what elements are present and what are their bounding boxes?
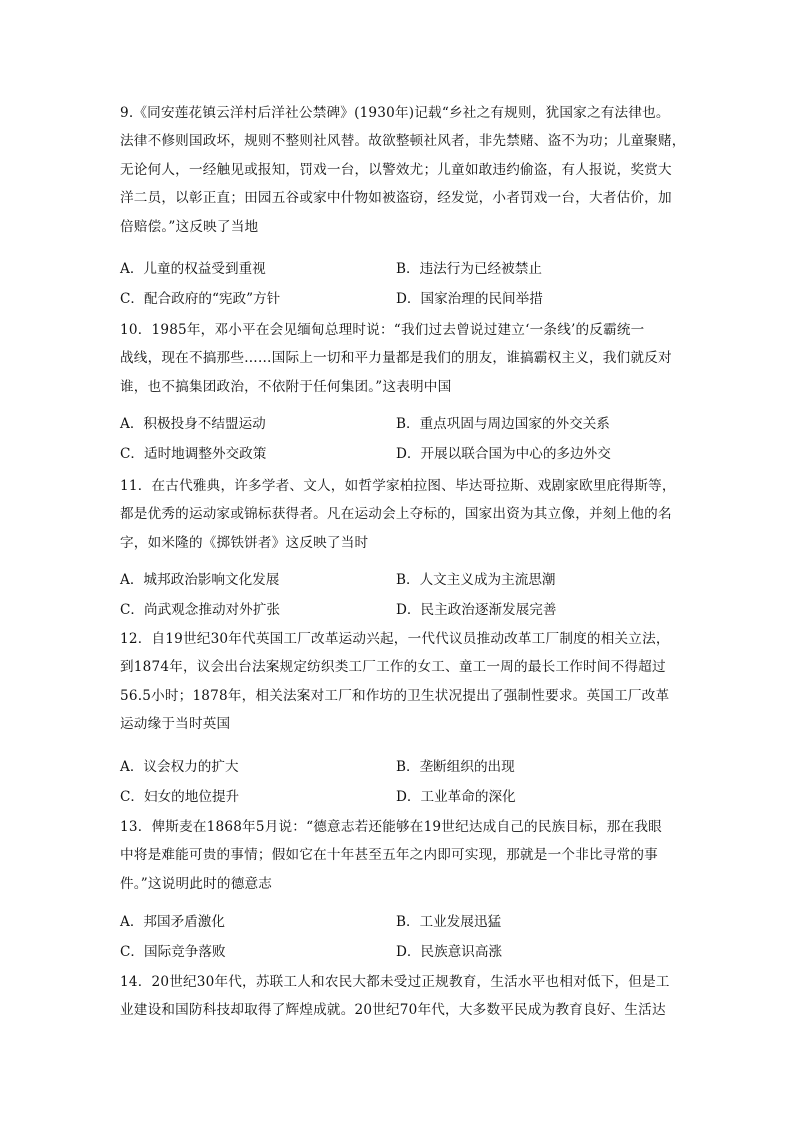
question-10-options [120,409,680,469]
option-b: B．人文主义成为主流思潮 [396,572,556,588]
option-b: B．重点巩固与周边国家的外交关系 [396,416,610,432]
question-10-line-2: 战线，现在不搞那些……国际上一切和平力量都是我们的朋友，谁搞霸权主义，我们就反对 [120,350,672,367]
option-row [120,752,680,782]
question-10-line-3: 谁，也不搞集团政治，不依附于任何集团。”这表明中国 [120,378,452,395]
question-11-line-2: 都是优秀的运动家或锦标获得者。凡在运动会上夺标的，国家出资为其立像，并刻上他的名 [120,506,672,523]
question-13-line-2: 中将是难能可贵的事情；假如它在十年甚至五年之内即可实现，那就是一个非比寻常的事 [120,847,658,864]
question-12-line-2: 到1874年，议会出台法案规定纺织类工厂工作的女工、童工一周的最长工作时间不得超过 [120,659,666,676]
option-d: D．国家治理的民间举措 [396,291,543,307]
option-c: C．尚武观念推动对外扩张 [120,602,280,618]
question-9-line-5: 倍赔偿。”这反映了当地 [120,218,259,235]
question-9 [120,99,686,241]
question-12-line-3: 56.5小时；1878年，相关法案对工厂和作坊的卫生状况提出了强制性要求。英国工厂改革 [120,687,670,704]
option-d: D．工业革命的深化 [396,789,516,805]
option-a: A．议会权力的扩大 [120,759,239,775]
question-14-line-1: 14．20世纪30年代，苏联工人和农民大都未受过正规教育，生活水平也相对低下，但是工 [120,974,670,990]
question-9-line-1: 9.《同安莲花镇云洋村后洋社公禁碑》(1930年)记载“乡社之有规则，犹国家之有法律也。 [120,105,670,121]
question-11-line-1: 11．在古代雅典，许多学者、文人，如哲学家柏拉图、毕达哥拉斯、戏剧家欧里庇得斯等， [120,478,676,494]
question-13-options [120,907,680,967]
question-12-line-4: 运动缘于当时英国 [120,716,231,733]
question-9-line-3: 无论何人，一经触见或报知，罚戏一台，以警效尤；儿童如敢违约偷盗，有人报说，奖赏大 [120,161,672,178]
question-12 [120,625,680,739]
option-d: D．民族意识高涨 [396,944,503,960]
option-c: C．妇女的地位提升 [120,789,240,805]
question-12-line-1: 12．自19世纪30年代英国工厂改革运动兴起，一代代议员推动改革工厂制度的相关立法， [120,631,670,647]
question-14-line-2: 业建设和国防科技却取得了辉煌成就。20世纪70年代，大多数平民成为教育良好、生活达 [120,1002,666,1019]
question-11 [120,472,680,557]
option-row [120,907,680,937]
option-a: A．儿童的权益受到重视 [120,261,266,277]
question-13-line-3: 件。”这说明此时的德意志 [120,875,273,892]
option-c: C．适时地调整外交政策 [120,446,267,462]
question-9-options [120,254,680,314]
question-10-line-1: 10．1985年，邓小平在会见缅甸总理时说：“我们过去曾说过建立‘一条线’的反霸统一 [120,322,645,338]
question-12-options [120,752,680,812]
option-row [120,409,680,439]
question-10 [120,316,680,401]
option-row [120,284,680,314]
question-9-line-4: 洋二员，以彰正直；田园五谷或家中什物如被盗窃，经发觉，小者罚戏一台，大者估价，加 [120,190,672,207]
question-9-line-2: 法律不修则国政坏，规则不整则社风替。故欲整顿社风者，非先禁赌、盗不为功；儿童聚赌， [120,133,686,150]
option-a: A．邦国矛盾激化 [120,914,225,930]
option-c: C．配合政府的“宪政”方针 [120,291,281,307]
question-11-line-3: 字，如米隆的《掷铁饼者》这反映了当时 [120,534,369,551]
option-a: A．积极投身不结盟运动 [120,416,266,432]
question-13 [120,813,680,898]
option-b: B．违法行为已经被禁止 [396,261,542,277]
option-c: C．国际竞争落败 [120,944,226,960]
option-row [120,439,680,469]
question-14 [120,968,680,1025]
option-b: B．垄断组织的出现 [396,759,515,775]
option-row [120,937,680,967]
question-11-options [120,565,680,625]
option-b: B．工业发展迅猛 [396,914,502,930]
option-row [120,565,680,595]
option-row [120,782,680,812]
option-a: A．城邦政治影响文化发展 [120,572,280,588]
option-d: D．民主政治逐渐发展完善 [396,602,557,618]
question-13-line-1: 13．俾斯麦在1868年5月说：“德意志若还能够在19世纪达成自己的民族目标，那在我眼 [120,819,662,835]
option-row [120,254,680,284]
option-d: D．开展以联合国为中心的多边外交 [396,446,611,462]
option-row [120,595,680,625]
